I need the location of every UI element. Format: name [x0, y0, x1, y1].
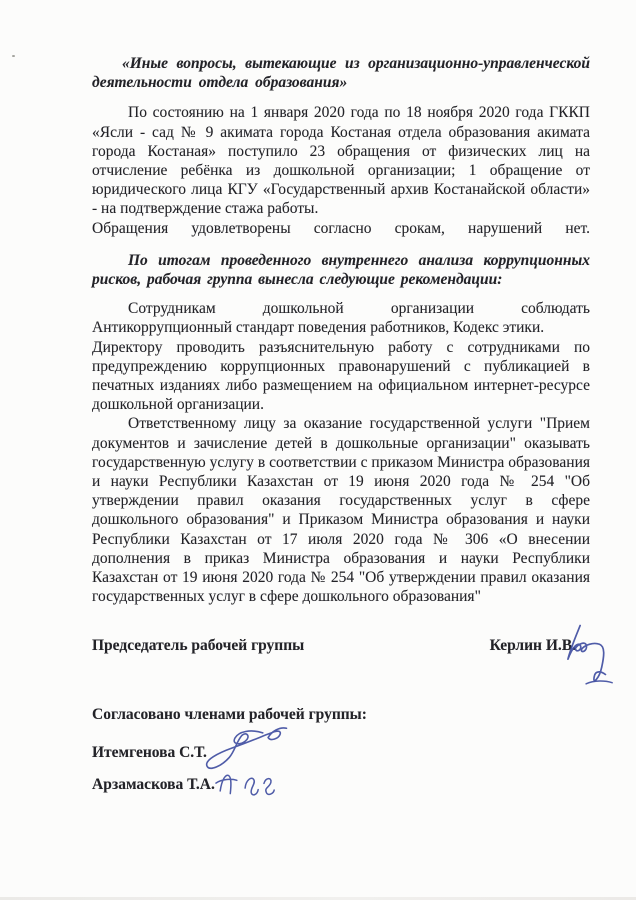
- scan-artifact-speck: [12, 55, 15, 57]
- paragraph-appeals-result: Обращения удовлетворены согласно срокам, нарушений нет.: [92, 219, 590, 237]
- section-heading: «Иные вопросы, вытекающие из организационно-управленческой деятельности отдела образования»: [92, 55, 590, 92]
- member-signature-row: [92, 743, 590, 762]
- paragraph-recommendations-intro: По итогам проведенного внутреннего анализа коррупционных рисков, рабочая группа вынесла следующие рекомендации:: [92, 251, 590, 289]
- paragraph-appeals-statistics: По состоянию на 1 января 2020 года по 18 ноября 2020 года ГККП «Ясли - сад № 9 акимата города Костаная отдела образования акимата города Костаная» поступило 23 обращения от физических лиц на отчисление ребёнка из дошкольной организации; 1 обращение от юридического лица КГУ «Государственный архив Костанайской области» - на подтверждение стажа работы.: [92, 104, 590, 218]
- paragraph-recommendation-staff: Сотрудникам дошкольной организации соблюдать Антикоррупционный стандарт поведения работников, Кодекс этики.: [92, 300, 590, 337]
- chair-signature-row: [92, 636, 590, 655]
- member-name: Арзамаскова Т.А.: [92, 776, 215, 794]
- document-body: [92, 54, 590, 794]
- member-signature-row: [92, 775, 590, 794]
- chair-title-label: Председатель рабочей группы: [92, 637, 305, 655]
- agreed-by-members-label: Согласовано членами рабочей группы:: [92, 705, 367, 723]
- paragraph-recommendation-director: Директору проводить разъяснительную работу с сотрудниками по предупреждению коррупционных правонарушений с публикацией в печатных изданиях либо размещением на официальном интернет-ресурсе дошкольной организации.: [92, 338, 590, 414]
- member-signature-ink: [211, 765, 282, 805]
- member-name: Итемгенова С.Т.: [92, 743, 207, 761]
- chair-name: Керлин И.В.: [489, 637, 576, 655]
- paragraph-recommendation-service: Ответственному лицу за оказание государственной услуги "Прием документов и зачисление детей в дошкольные организации" оказывать государственную услугу в соответствии с приказом Министра образования и науки Республики Казахстан от 19 июня 2020 года № 254 "Об утверждении правил оказания государственных услуг в сфере дошкольного образования" и Приказом Министра образования и науки Республики Казахстан от 17 июля 2020 года № 306 «О внесении дополнения в приказ Министра образования и науки Республики Казахстан от 19 июня 2020 года № 254 "Об утверждении правил оказания государственных услуг в сфере дошкольного образования": [92, 415, 590, 606]
- chair-signature-ink: [561, 622, 623, 694]
